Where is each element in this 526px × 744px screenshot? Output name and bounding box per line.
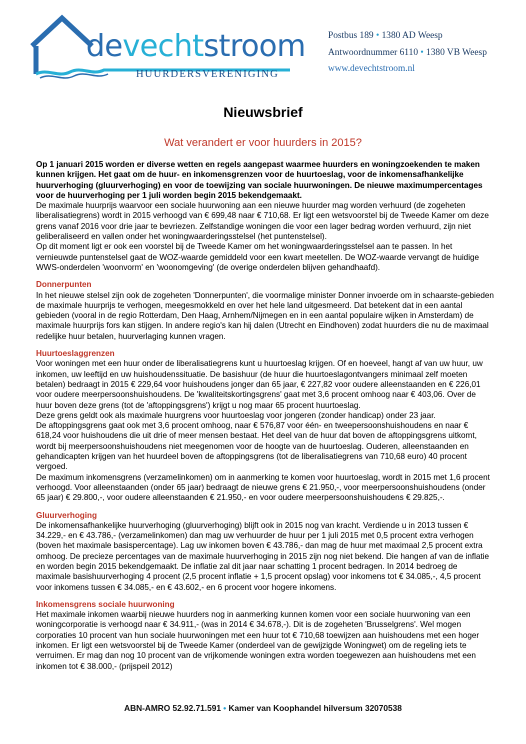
chamber-of-commerce: Kamer van Koophandel hilversum 32070538 <box>228 703 402 713</box>
contact-line-postbus: Postbus 189 • 1380 AD Weesp <box>328 31 443 41</box>
footer <box>0 703 526 713</box>
bank-account: ABN-AMRO 52.92.71.591 <box>124 703 221 713</box>
logo <box>28 12 318 82</box>
logo-subtitle: HUURDERSVERENIGING <box>136 69 279 80</box>
section-heading-donnerpunten: Donnerpunten <box>36 280 92 290</box>
logo-wordmark: devechtstroom <box>86 29 306 64</box>
contact-block <box>328 28 487 78</box>
section-paragraph: De maximum inkomensgrens (verzamelinkomen) om in aanmerking te komen voor huurtoeslag, wordt in 2015 met 1,6 procent verhoogd. Voor alleenstaanden (onder 65 jaar) bedraagt de nieuwe grens € 21.950,-, voor meerpersoonshuishoudens (onder 65 jaar) € 29.800,-, voor oudere alleenstaanden € 21.950,- en voor oudere meerpersoonshuishoudens € 29.825,-. <box>36 472 490 503</box>
letterhead <box>0 0 526 90</box>
section-paragraph: Voor woningen met een huur onder de liberalisatiegrens kunt u huurtoeslag krijgen. Of en hoeveel, hangt af van uw huur, uw inkomen, uw leeftijd en uw huishoudenssituatie. De basishuur (de huur die huurtoeslagontvangers minimaal zelf moeten betalen) bedraagt in 2015 € 229,64 voor huishoudens jonger dan 65 jaar, € 227,82 voor oudere alleenstaanden en € 226,01 voor oudere meerpersoonshuishoudens. De 'kwaliteitskortingsgrens' gaat met 3,6 procent omhoog naar € 403,06. Over de huur boven deze grens (tot de 'aftoppingsgrens') krijgt u nog maar 65 procent huurtoeslag. <box>36 359 483 410</box>
intro-paragraph: De maximale huurprijs waarvoor een sociale huurwoning aan een nieuwe huurder mag worden verhuurd (de zogeheten liberalisatiegrens) wordt in 2015 verhoogd van € 699,48 naar € 710,68. Er ligt een wetsvoorstel bij de Tweede Kamer om deze grens vanaf 2016 voor drie jaar te bevriezen. Zelfstandige woningen die voor een lager bedrag worden verhuurd, zijn niet geliberaliseerd en vallen onder het woningwaarderingsstelsel (het puntenstelsel). <box>36 201 489 242</box>
newsletter-body <box>36 160 494 672</box>
section-paragraph: Het maximale inkomen waarbij nieuwe huurders nog in aanmerking kunnen komen voor een sociale huurwoning van een woningcorporatie is verhoogd naar € 34.911,- (was in 2014 € 34.678,-). Dit is de zogeheten 'Brusselgrens'. Wel mogen corporaties 10 procent van hun sociale huurwoningen met een huur tot € 710,68 toewijzen aan huishoudens met een hoger inkomen. Er ligt een wetsvoorstel bij de Tweede Kamer (onderdeel van de gewijzigde Woningwet) om de regeling iets te verruimen. Er mag dan nog 10 procent van de vrijkomende woningen extra worden toegewezen aan huishoudens met een inkomen tot € 38.000,- (prijspeil 2012) <box>36 610 480 671</box>
page-title: Nieuwsbrief <box>223 104 303 120</box>
intro-bold-paragraph: Op 1 januari 2015 worden er diverse wetten en regels aangepast waarmee huurders en woningzoekenden te maken kunnen krijgen. Het gaat om de huur- en inkomensgrenzen voor de huurtoeslag, voor de inkomensafhankelijke huurverhoging (gluurverhoging) en voor de toewijzing van sociale huurwoningen. De nieuwe maximumpercentages voor de huurverhoging per 1 juli worden begin 2015 bekendgemaakt. <box>36 160 483 200</box>
section-heading-inkomensgrens: Inkomensgrens sociale huurwoning <box>36 599 175 609</box>
bullet-separator: • <box>223 703 227 713</box>
section-heading-huurtoeslaggrenzen: Huurtoeslaggrenzen <box>36 349 115 359</box>
contact-line-antwoordnummer: Antwoordnummer 6110 • 1380 VB Weesp <box>328 47 487 58</box>
section-paragraph: In het nieuwe stelsel zijn ook de zogeheten 'Donnerpunten', die voormalige minister Donner invoerde om in schaarste-gebieden de maximale huurprijs te verhogen, meegesmokkeld en over het hele land uitgesmeerd. Dat betekent dat in een aantal gebieden (vooral in de regio Rotterdam, Den Haag, Arnhem/Nijmegen en in een aantal populaire wijken in Amsterdam) de maximale huurprijs fors kan stijgen. In andere regio's kan hij dalen (Utrecht en Eindhoven) zodat huurders die nu de maximaal redelijke huur betalen, huurverlaging kunnen vragen. <box>36 290 494 341</box>
section-paragraph: De inkomensafhankelijke huurverhoging (gluurverhoging) blijft ook in 2015 nog van kracht. Verdiende u in 2013 tussen € 34.229,- en € 43.786,- (verzamelinkomen) dan mag uw verhuurder de huur per 1 juli 2015 met 0,5 procent extra verhogen (boven het maximale basispercentage). Lag uw inkomen boven € 43.786,- dan mag de huur met maximaal 2,5 procent extra omhoog. De precieze percentages van de maximale huurverhoging in 2015 zijn nog niet bekend. Die hangen af van de inflatie en worden begin 2015 bekendgemaakt. De inflatie zal dit jaar naar schatting 1 procent bedragen. In 2014 bedroeg de maximale basishuurverhoging 4 procent (2,5 procent inflatie + 1,5 procent opslag) voor inkomens tot € 34.085,-, 4,5 procent voor inkomens tussen € 34.085,- en € 43.602,- en 6 procent voor hogere inkomens. <box>36 520 490 592</box>
section-heading-gluurverhoging: Gluurverhoging <box>36 510 97 520</box>
page-subtitle: Wat verandert er voor huurders in 2015? <box>164 137 362 149</box>
section-paragraph: Deze grens geldt ook als maximale huurgrens voor huurtoeslag voor jongeren (zonder handicap) onder 23 jaar. <box>36 410 436 420</box>
section-paragraph: De aftoppingsgrens gaat ook met 3,6 procent omhoog, naar € 576,87 voor één- en tweepersoonshuishoudens en naar € 618,24 voor huishoudens die uit drie of meer mensen bestaat. Het deel van de huur dat boven de aftoppingsgrens uitkomt, wordt bij meerpersoonshuishoudens niet meegenomen voor de hoogte van de huurtoeslag. Ouderen, alleenstaanden en gehandicapten krijgen van het huurdeel boven de aftoppingsgrens (tot de liberalisatiegrens van 710,68 euro) 40 procent vergoed. <box>36 421 477 472</box>
intro-paragraph: Op dit moment ligt er ook een voorstel bij de Tweede Kamer om het woningwaarderingsstelsel aan te passen. In het vernieuwde puntenstelsel gaat de WOZ-waarde gemiddeld voor een kwart meetellen. De WOZ-waarde vervangt de huidige WWS-onderdelen 'woonvorm' en 'woonomgeving' (de overige onderdelen blijven gehandhaafd). <box>36 242 480 272</box>
website-link[interactable]: www.devechtstroom.nl <box>328 64 415 74</box>
